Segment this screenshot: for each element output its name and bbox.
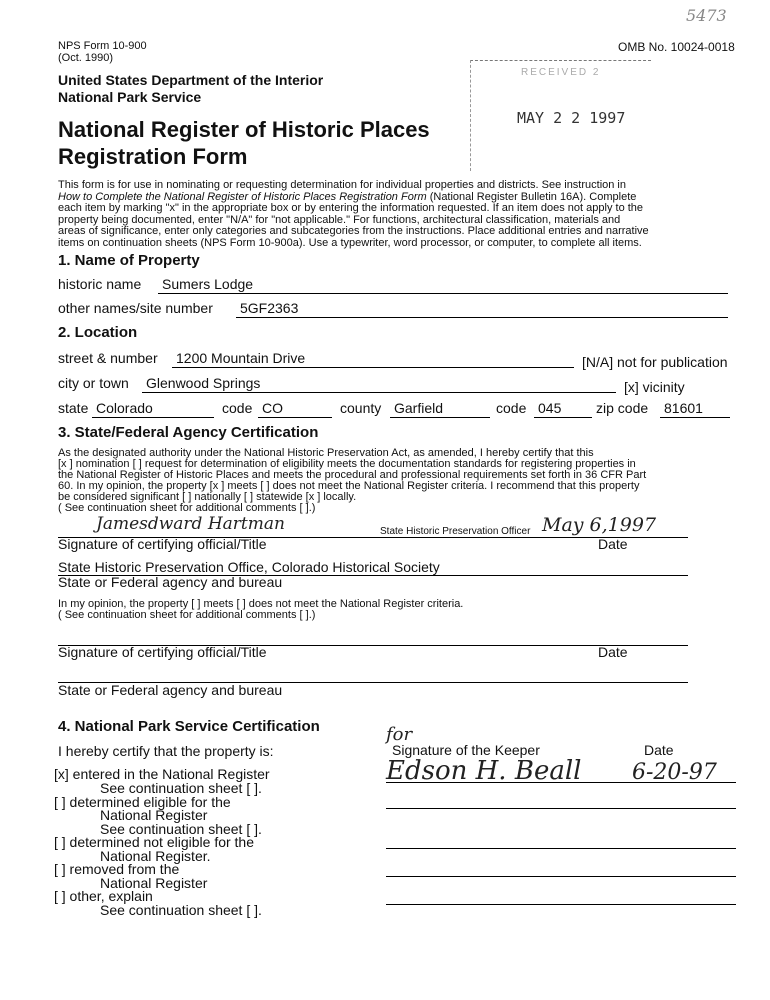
keeper-line-4[interactable] (386, 876, 736, 877)
not-for-publication[interactable]: [N/A] not for publication (582, 354, 728, 370)
keeper-date: 6-20-97 (632, 760, 717, 785)
status-removed[interactable]: [ ] removed from the (54, 861, 180, 877)
other-names-label: other names/site number (58, 300, 213, 316)
officer-title: State Historic Preservation Officer (380, 526, 531, 537)
status-determined-eligible[interactable]: [ ] determined eligible for the (54, 794, 231, 810)
cert-line: be considered significant [ ] nationally [ ] statewide [x ] locally. (58, 491, 357, 503)
agency-label: State or Federal agency and bureau (58, 574, 283, 590)
national-register-text: National Register (100, 875, 208, 891)
national-register-text: National Register. (100, 848, 211, 864)
signature-label: Signature of certifying official/Title (58, 536, 267, 552)
intro-line: areas of significance, enter only categories and subcategories from the instructions. Place additional entries and narrative (58, 225, 649, 237)
form-date-text: (Oct. 1990) (58, 52, 114, 64)
department-name: United States Department of the Interior (58, 72, 324, 88)
cert-line: [x ] nomination [ ] request for determination of eligibility meets the documentation standards for registering properties in (58, 458, 636, 470)
continuation-sheet[interactable]: See continuation sheet [ ]. (100, 902, 262, 918)
corner-handwritten-mark: 5473 (686, 6, 727, 25)
intro-line-rest: (National Register Bulletin 16A). Complete (426, 190, 637, 203)
street-label: street & number (58, 350, 158, 366)
date-label-2: Date (598, 644, 628, 660)
keeper-line-3[interactable] (386, 848, 736, 849)
agency-header (58, 72, 323, 106)
keeper-date-label: Date (644, 742, 674, 758)
state-label: state (58, 400, 89, 416)
keeper-line-1[interactable] (386, 782, 736, 783)
shpo-signature-date: May 6,1997 (542, 514, 657, 536)
opinion-line: ( See continuation sheet for additional comments [ ].) (58, 609, 316, 621)
national-register-text: National Register (100, 807, 208, 823)
agency-value: State Historic Preservation Office, Colorado Historical Society (58, 559, 440, 575)
shpo-signature: Jamesdward Hartman (96, 514, 285, 534)
bulletin-title: How to Complete the National Register of Historic Places Registration Form (58, 190, 427, 203)
cert-line: As the designated authority under the National Historic Preservation Act, as amended, I hereby certify that this (58, 447, 594, 459)
omb-number: OMB No. 10024-0018 (618, 40, 735, 54)
agency-label-2: State or Federal agency and bureau (58, 682, 283, 698)
for-mark: for (386, 724, 413, 745)
opinion-line: In my opinion, the property [ ] meets [ ] does not meet the National Register criteria. (58, 598, 464, 610)
keeper-signature: Edson H. Beall (386, 756, 582, 786)
vicinity-checkbox[interactable]: [x] vicinity (624, 379, 685, 395)
section-4-heading: 4. National Park Service Certification (58, 718, 320, 735)
intro-line: property being documented, enter "N/A" for "not applicable." For functions, architectural classification, materials and (58, 213, 621, 226)
city-field[interactable]: Glenwood Springs (142, 375, 616, 393)
certify-text: I hereby certify that the property is: (58, 743, 274, 759)
title-line-2: Registration Form (58, 144, 248, 169)
keeper-line-2[interactable] (386, 808, 736, 809)
status-entered[interactable]: [x] entered in the National Register (54, 766, 270, 782)
historic-name-field[interactable]: Sumers Lodge (158, 276, 728, 294)
keeper-signature-label: Signature of the Keeper (392, 742, 540, 758)
service-name: National Park Service (58, 89, 202, 105)
street-field[interactable]: 1200 Mountain Drive (172, 350, 574, 368)
zip-field[interactable]: 81601 (660, 400, 730, 418)
signature-label-2: Signature of certifying official/Title (58, 644, 267, 660)
opinion-paragraph (58, 599, 726, 621)
state-code-label: code (222, 400, 253, 416)
city-label: city or town (58, 375, 129, 391)
section-3-heading: 3. State/Federal Agency Certification (58, 424, 319, 441)
intro-line: each item by marking "x" in the appropriate box or by entering the information requested. If an item does not apply to the (58, 202, 644, 214)
intro-line: This form is for use in nominating or requesting determination for individual properties and districts. See instruction in (58, 179, 626, 191)
county-code-label: code (496, 400, 527, 416)
status-other[interactable]: [ ] other, explain (54, 888, 153, 904)
instructions-paragraph (58, 180, 726, 249)
cert-line: the National Register of Historic Places and meets the procedural and professional requirements set forth in 36 CFR Part (58, 469, 647, 481)
county-code-field[interactable]: 045 (534, 400, 592, 418)
stamp-received-text: RECEIVED 2 (521, 67, 601, 78)
continuation-sheet[interactable]: See continuation sheet [ ]. (100, 780, 262, 796)
other-names-field[interactable]: 5GF2363 (236, 300, 728, 318)
cert-line: ( See continuation sheet for additional comments [ ].) (58, 502, 316, 514)
county-field[interactable]: Garfield (390, 400, 490, 418)
cert-line: 60. In my opinion, the property [x ] meets [ ] does not meet the National Register criteria. I recommend that this property (58, 480, 640, 492)
county-label: county (340, 400, 382, 416)
form-number (58, 40, 147, 64)
received-stamp (470, 60, 651, 171)
stamp-date: MAY 2 2 1997 (517, 109, 626, 127)
keeper-line-5[interactable] (386, 904, 736, 905)
continuation-sheet[interactable]: See continuation sheet [ ]. (100, 821, 262, 837)
section-1-heading: 1. Name of Property (58, 252, 200, 269)
intro-line: items on continuation sheets (NPS Form 10-900a). Use a typewriter, word processor, or computer, to complete all items. (58, 236, 642, 249)
certification-paragraph (58, 448, 726, 514)
state-code-field[interactable]: CO (258, 400, 332, 418)
zip-label: zip code (596, 400, 649, 416)
section-2-heading: 2. Location (58, 324, 138, 341)
date-label: Date (598, 536, 628, 552)
title-line-1: National Register of Historic Places (58, 117, 430, 142)
form-number-text: NPS Form 10-900 (58, 40, 147, 52)
historic-name-label: historic name (58, 276, 142, 292)
state-field[interactable]: Colorado (92, 400, 214, 418)
page-title (58, 116, 430, 170)
status-determined-not-eligible[interactable]: [ ] determined not eligible for the (54, 834, 255, 850)
